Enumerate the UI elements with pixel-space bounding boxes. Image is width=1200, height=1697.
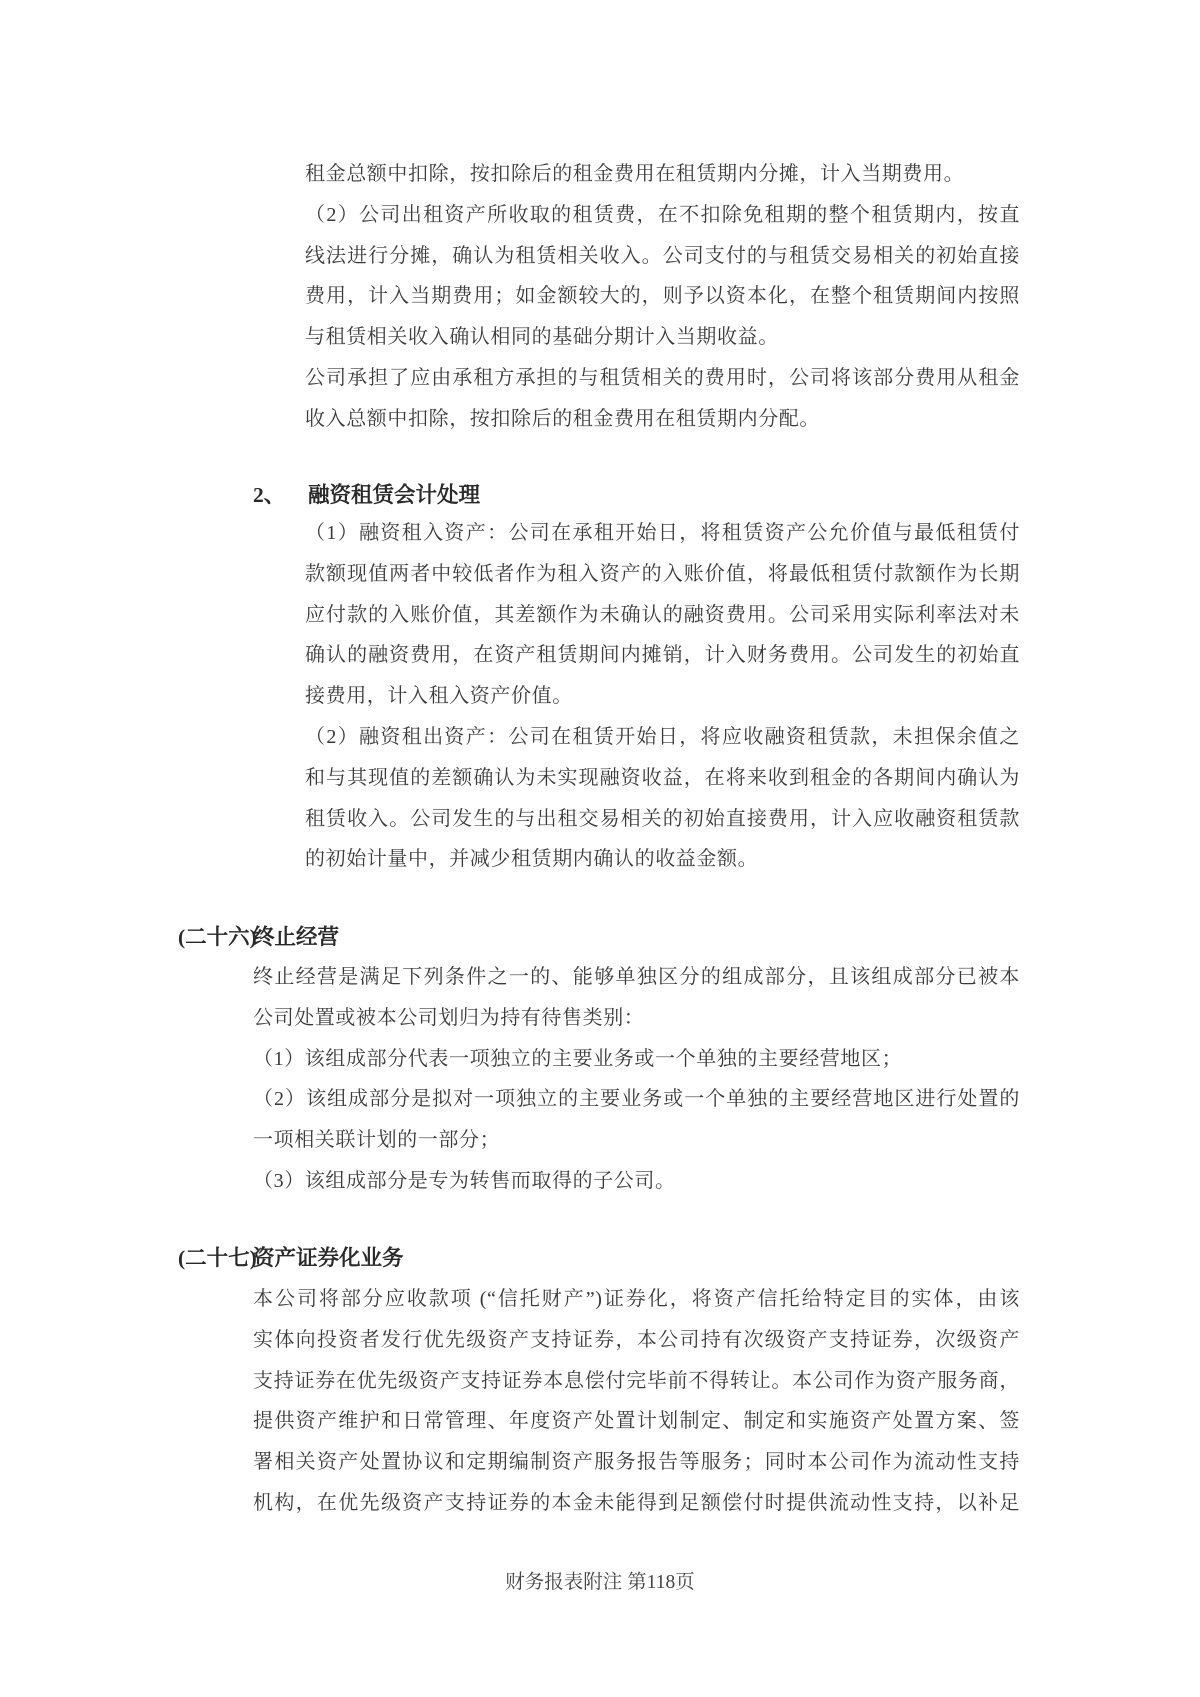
heading-asset-securitization (178, 1237, 404, 1279)
text-line: 一项相关联计划的一部分； (253, 1129, 501, 1152)
text-line: 提供资产维护和日常管理、年度资产处置计划制定、制定和实施资产处置方案、签 (253, 1410, 1020, 1433)
section-title: 融资租赁会计处理 (308, 483, 481, 507)
paragraph-finance-lease (305, 513, 1020, 880)
paragraph-operating-lease (305, 154, 1020, 440)
text-line: 署相关资产处置协议和定期编制资产服务报告等服务；同时本公司作为流动性支持 (253, 1451, 1020, 1474)
text-line: 终止经营是满足下列条件之一的、能够单独区分的组成部分，且该组成部分已被本 (253, 966, 1020, 988)
text-line: 费用，计入当期费用；如金额较大的，则予以资本化，在整个租赁期间内按照 (305, 285, 1020, 308)
section-number: (二十六) (178, 925, 257, 949)
section-title: 资产证券化业务 (253, 1246, 404, 1270)
page-footer: 财务报表附注 第118页 (505, 1572, 695, 1593)
text-line: 支持证券在优先级资产支持证券本息偿付完毕前不得转让。本公司作为资产服务商， (253, 1369, 1020, 1392)
paragraph-discontinued-operations (253, 957, 1020, 1202)
text-line: （3）该组成部分是专为转售而取得的子公司。 (253, 1169, 676, 1192)
text-line: 实体向投资者发行优先级资产支持证券，本公司持有次级资产支持证券，次级资产 (253, 1328, 1020, 1351)
section-number: 2、 (253, 483, 286, 507)
text-line: 应付款的入账价值，其差额作为未确认的融资费用。公司采用实际利率法对未 (305, 603, 1020, 626)
heading-discontinued-operations (178, 916, 339, 958)
text-line: 线法进行分摊，确认为租赁相关收入。公司支付的与租赁交易相关的初始直接 (305, 244, 1020, 267)
text-line: 本公司将部分应收款项 (“信托财产”)证券化，将资产信托给特定目的实体，由该 (253, 1288, 1020, 1310)
section-number: (二十七) (178, 1246, 257, 1270)
heading-finance-lease (253, 474, 480, 516)
text-line: 租金总额中扣除，按扣除后的租金费用在租赁期内分摊，计入当期费用。 (305, 163, 965, 185)
text-line: 接费用，计入租入资产价值。 (305, 685, 573, 708)
text-line: 和与其现值的差额确认为未实现融资收益，在将来收到租金的各期间内确认为 (305, 766, 1020, 789)
text-line: 公司处置或被本公司划归为持有待售类别： (253, 1006, 645, 1029)
section-title: 终止经营 (253, 925, 340, 949)
text-line: 的初始计量中，并减少租赁期内确认的收益金额。 (305, 848, 759, 871)
text-line: 与租赁相关收入确认相同的基础分期计入当期收益。 (305, 326, 779, 349)
text-line: 款额现值两者中较低者作为租入资产的入账价值，将最低租赁付款额作为长期 (305, 562, 1020, 585)
text-line: 确认的融资费用，在资产租赁期间内摊销，计入财务费用。公司发生的初始直 (305, 644, 1020, 667)
text-line: 租赁收入。公司发生的与出租交易相关的初始直接费用，计入应收融资租赁款 (305, 807, 1020, 830)
text-line: （2）融资租出资产：公司在租赁开始日，将应收融资租赁款，未担保余值之 (305, 725, 1020, 748)
text-line: （2）公司出租资产所收取的租赁费，在不扣除免租期的整个租赁期内，按直 (305, 203, 1020, 226)
text-line: （1）融资租入资产：公司在承租开始日，将租赁资产公允价值与最低租赁付 (305, 522, 1020, 544)
text-line: 机构，在优先级资产支持证券的本金未能得到足额偿付时提供流动性支持，以补足 (253, 1491, 1020, 1514)
text-line: （2）该组成部分是拟对一项独立的主要业务或一个单独的主要经营地区进行处置的 (253, 1088, 1020, 1111)
paragraph-asset-securitization (253, 1279, 1020, 1524)
text-line: 收入总额中扣除，按扣除后的租金费用在租赁期内分配。 (305, 407, 820, 430)
text-line: 公司承担了应由承租方承担的与租赁相关的费用时，公司将该部分费用从租金 (305, 366, 1020, 389)
text-line: （1）该组成部分代表一项独立的主要业务或一个单独的主要经营地区； (253, 1047, 903, 1070)
